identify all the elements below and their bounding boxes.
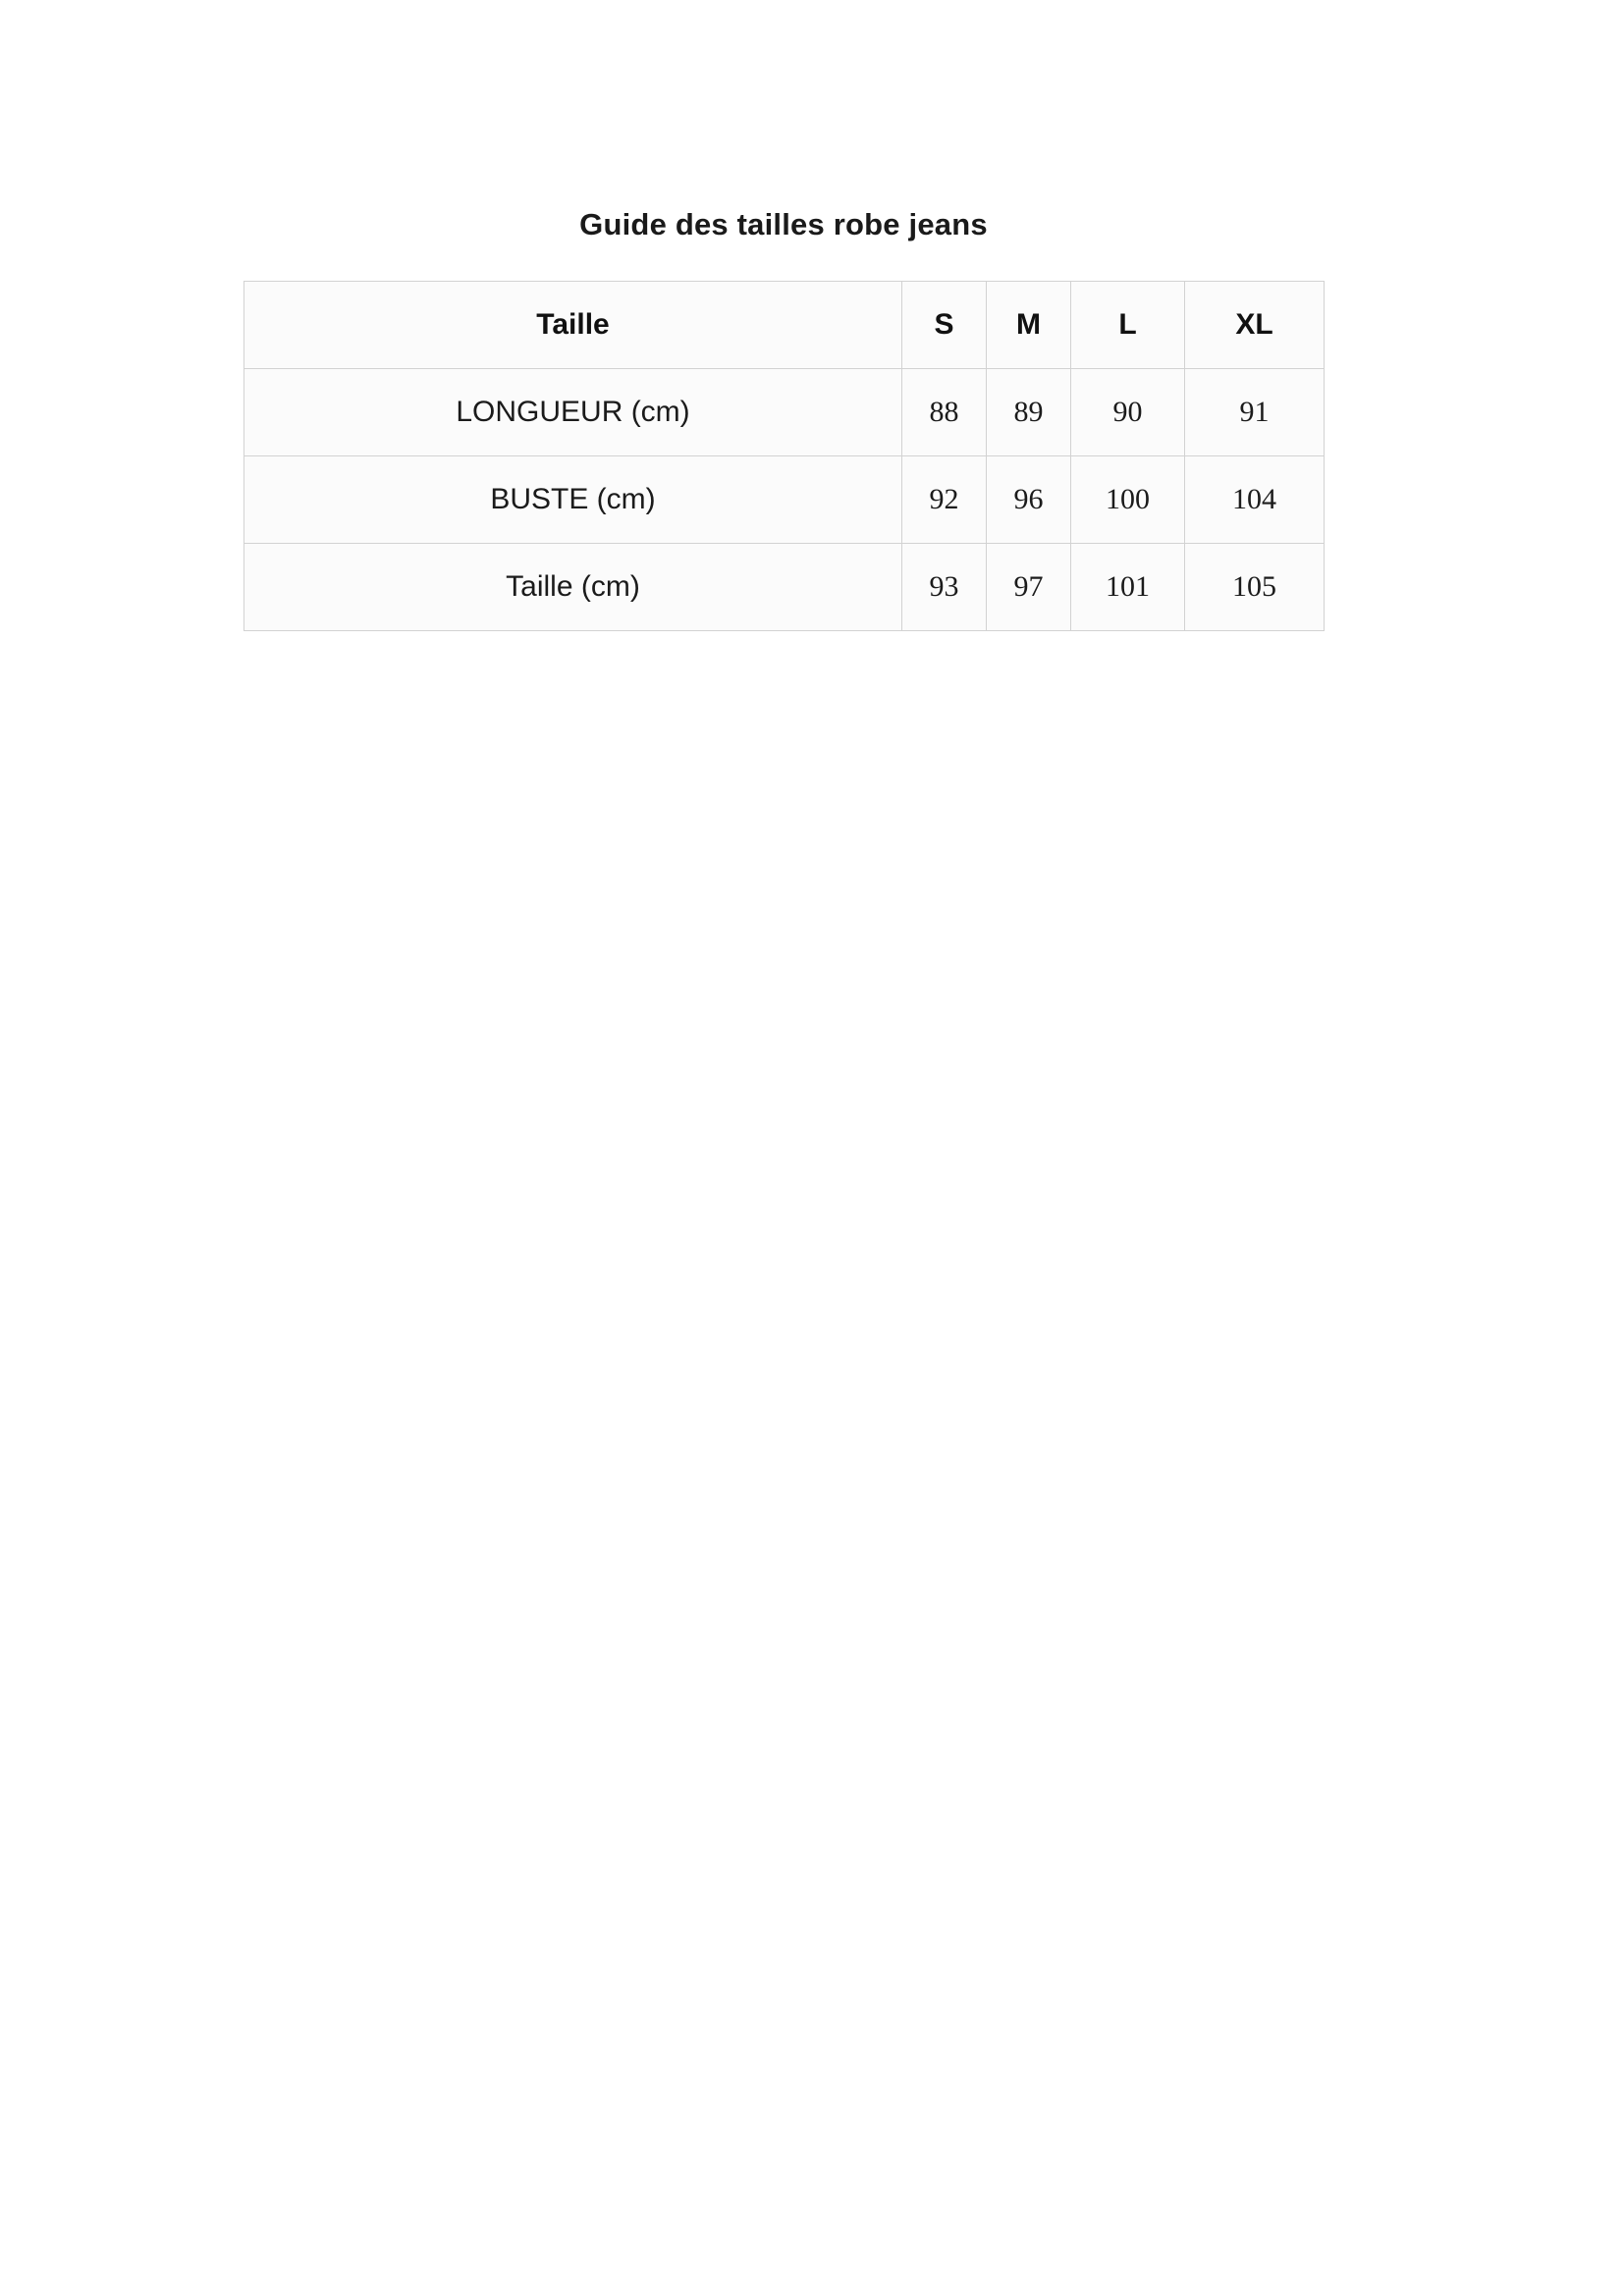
cell-longueur-xl: 91 [1185, 369, 1325, 456]
column-header-m: M [987, 282, 1071, 369]
cell-taille-l: 101 [1071, 544, 1185, 631]
column-header-xl: XL [1185, 282, 1325, 369]
column-header-s: S [902, 282, 987, 369]
column-header-measure: Taille [244, 282, 902, 369]
cell-buste-l: 100 [1071, 456, 1185, 544]
table-row [244, 369, 1325, 456]
cell-buste-s: 92 [902, 456, 987, 544]
table-row [244, 544, 1325, 631]
cell-longueur-m: 89 [987, 369, 1071, 456]
row-label-taille: Taille (cm) [244, 544, 902, 631]
row-label-longueur: LONGUEUR (cm) [244, 369, 902, 456]
cell-buste-xl: 104 [1185, 456, 1325, 544]
table-header-row [244, 282, 1325, 369]
cell-taille-m: 97 [987, 544, 1071, 631]
cell-longueur-l: 90 [1071, 369, 1185, 456]
size-guide-table [244, 281, 1325, 631]
cell-buste-m: 96 [987, 456, 1071, 544]
cell-longueur-s: 88 [902, 369, 987, 456]
row-label-buste: BUSTE (cm) [244, 456, 902, 544]
cell-taille-xl: 105 [1185, 544, 1325, 631]
cell-taille-s: 93 [902, 544, 987, 631]
page-title: Guide des tailles robe jeans [579, 207, 988, 241]
column-header-l: L [1071, 282, 1185, 369]
table-row [244, 456, 1325, 544]
